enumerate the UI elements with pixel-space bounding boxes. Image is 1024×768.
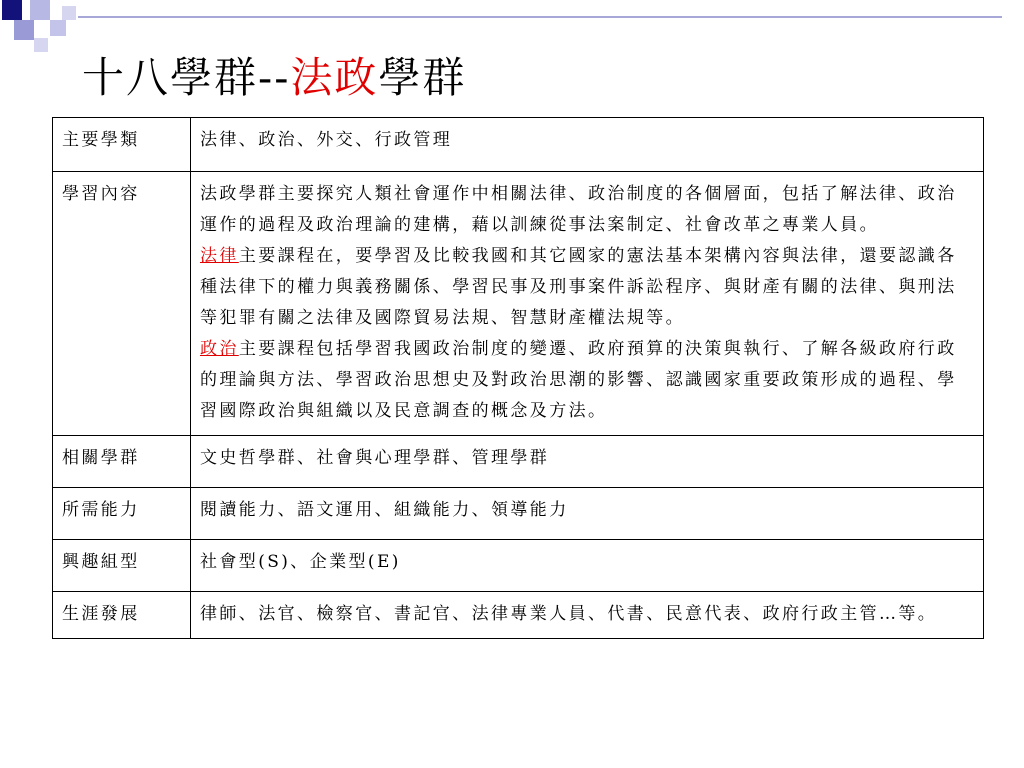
- table-row-abilities: [53, 488, 984, 540]
- corner-square-dark: [2, 0, 22, 20]
- corner-square-faint: [62, 6, 76, 20]
- corner-square-pale: [50, 20, 66, 36]
- title-suffix: 學群: [378, 53, 467, 102]
- row-label-abilities: 所需能力: [53, 488, 191, 540]
- row-value-major: 法律、政治、外交、行政管理: [191, 118, 984, 172]
- row-label-related: 相關學群: [53, 436, 191, 488]
- corner-square-faint: [34, 38, 48, 52]
- corner-square-light: [30, 0, 50, 20]
- cluster-info-table: [52, 117, 984, 639]
- table-row-career: [53, 592, 984, 639]
- header-rule: [78, 16, 1002, 18]
- row-label-major: 主要學類: [53, 118, 191, 172]
- row-label-interest: 興趣組型: [53, 540, 191, 592]
- politics-description: 主要課程包括學習我國政治制度的變遷、政府預算的決策與執行、了解各級政府行政的理論與方法、學習政治思想史及對政治思潮的影響、認識國家重要政策形成的過程、學習國際政治與組織以及民意調查的概念及方法。: [200, 339, 957, 421]
- row-label-content: 學習內容: [53, 172, 191, 436]
- corner-square-mid: [14, 20, 34, 40]
- content-intro: 法政學群主要探究人類社會運作中相關法律、政治制度的各個層面，包括了解法律、政治運作的過程及政治理論的建構，藉以訓練從事法案制定、社會改革之專業人員。: [200, 184, 957, 235]
- table-row-interest: [53, 540, 984, 592]
- law-description: 主要課程在，要學習及比較我國和其它國家的憲法基本架構內容與法律，還要認識各種法律下的權力與義務關係、學習民事及刑事案件訴訟程序、與財產有關的法律、與刑法等犯罪有關之法律及國際貿易法規、智慧財產權法規等。: [200, 246, 957, 328]
- row-value-content: [191, 172, 984, 436]
- title-prefix: 十八學群--: [82, 53, 291, 102]
- politics-highlight: 政治: [200, 339, 239, 359]
- table-row-major: [53, 118, 984, 172]
- row-value-interest: 社會型(S)、企業型(E): [191, 540, 984, 592]
- table-row-content: [53, 172, 984, 436]
- title-accent: 法政: [290, 53, 379, 102]
- table-row-related: [53, 436, 984, 488]
- row-label-career: 生涯發展: [53, 592, 191, 639]
- law-highlight: 法律: [200, 246, 239, 266]
- row-value-abilities: 閱讀能力、語文運用、組織能力、領導能力: [191, 488, 984, 540]
- slide-title: [82, 52, 466, 104]
- row-value-related: 文史哲學群、社會與心理學群、管理學群: [191, 436, 984, 488]
- row-value-career: 律師、法官、檢察官、書記官、法律專業人員、代書、民意代表、政府行政主管…等。: [191, 592, 984, 639]
